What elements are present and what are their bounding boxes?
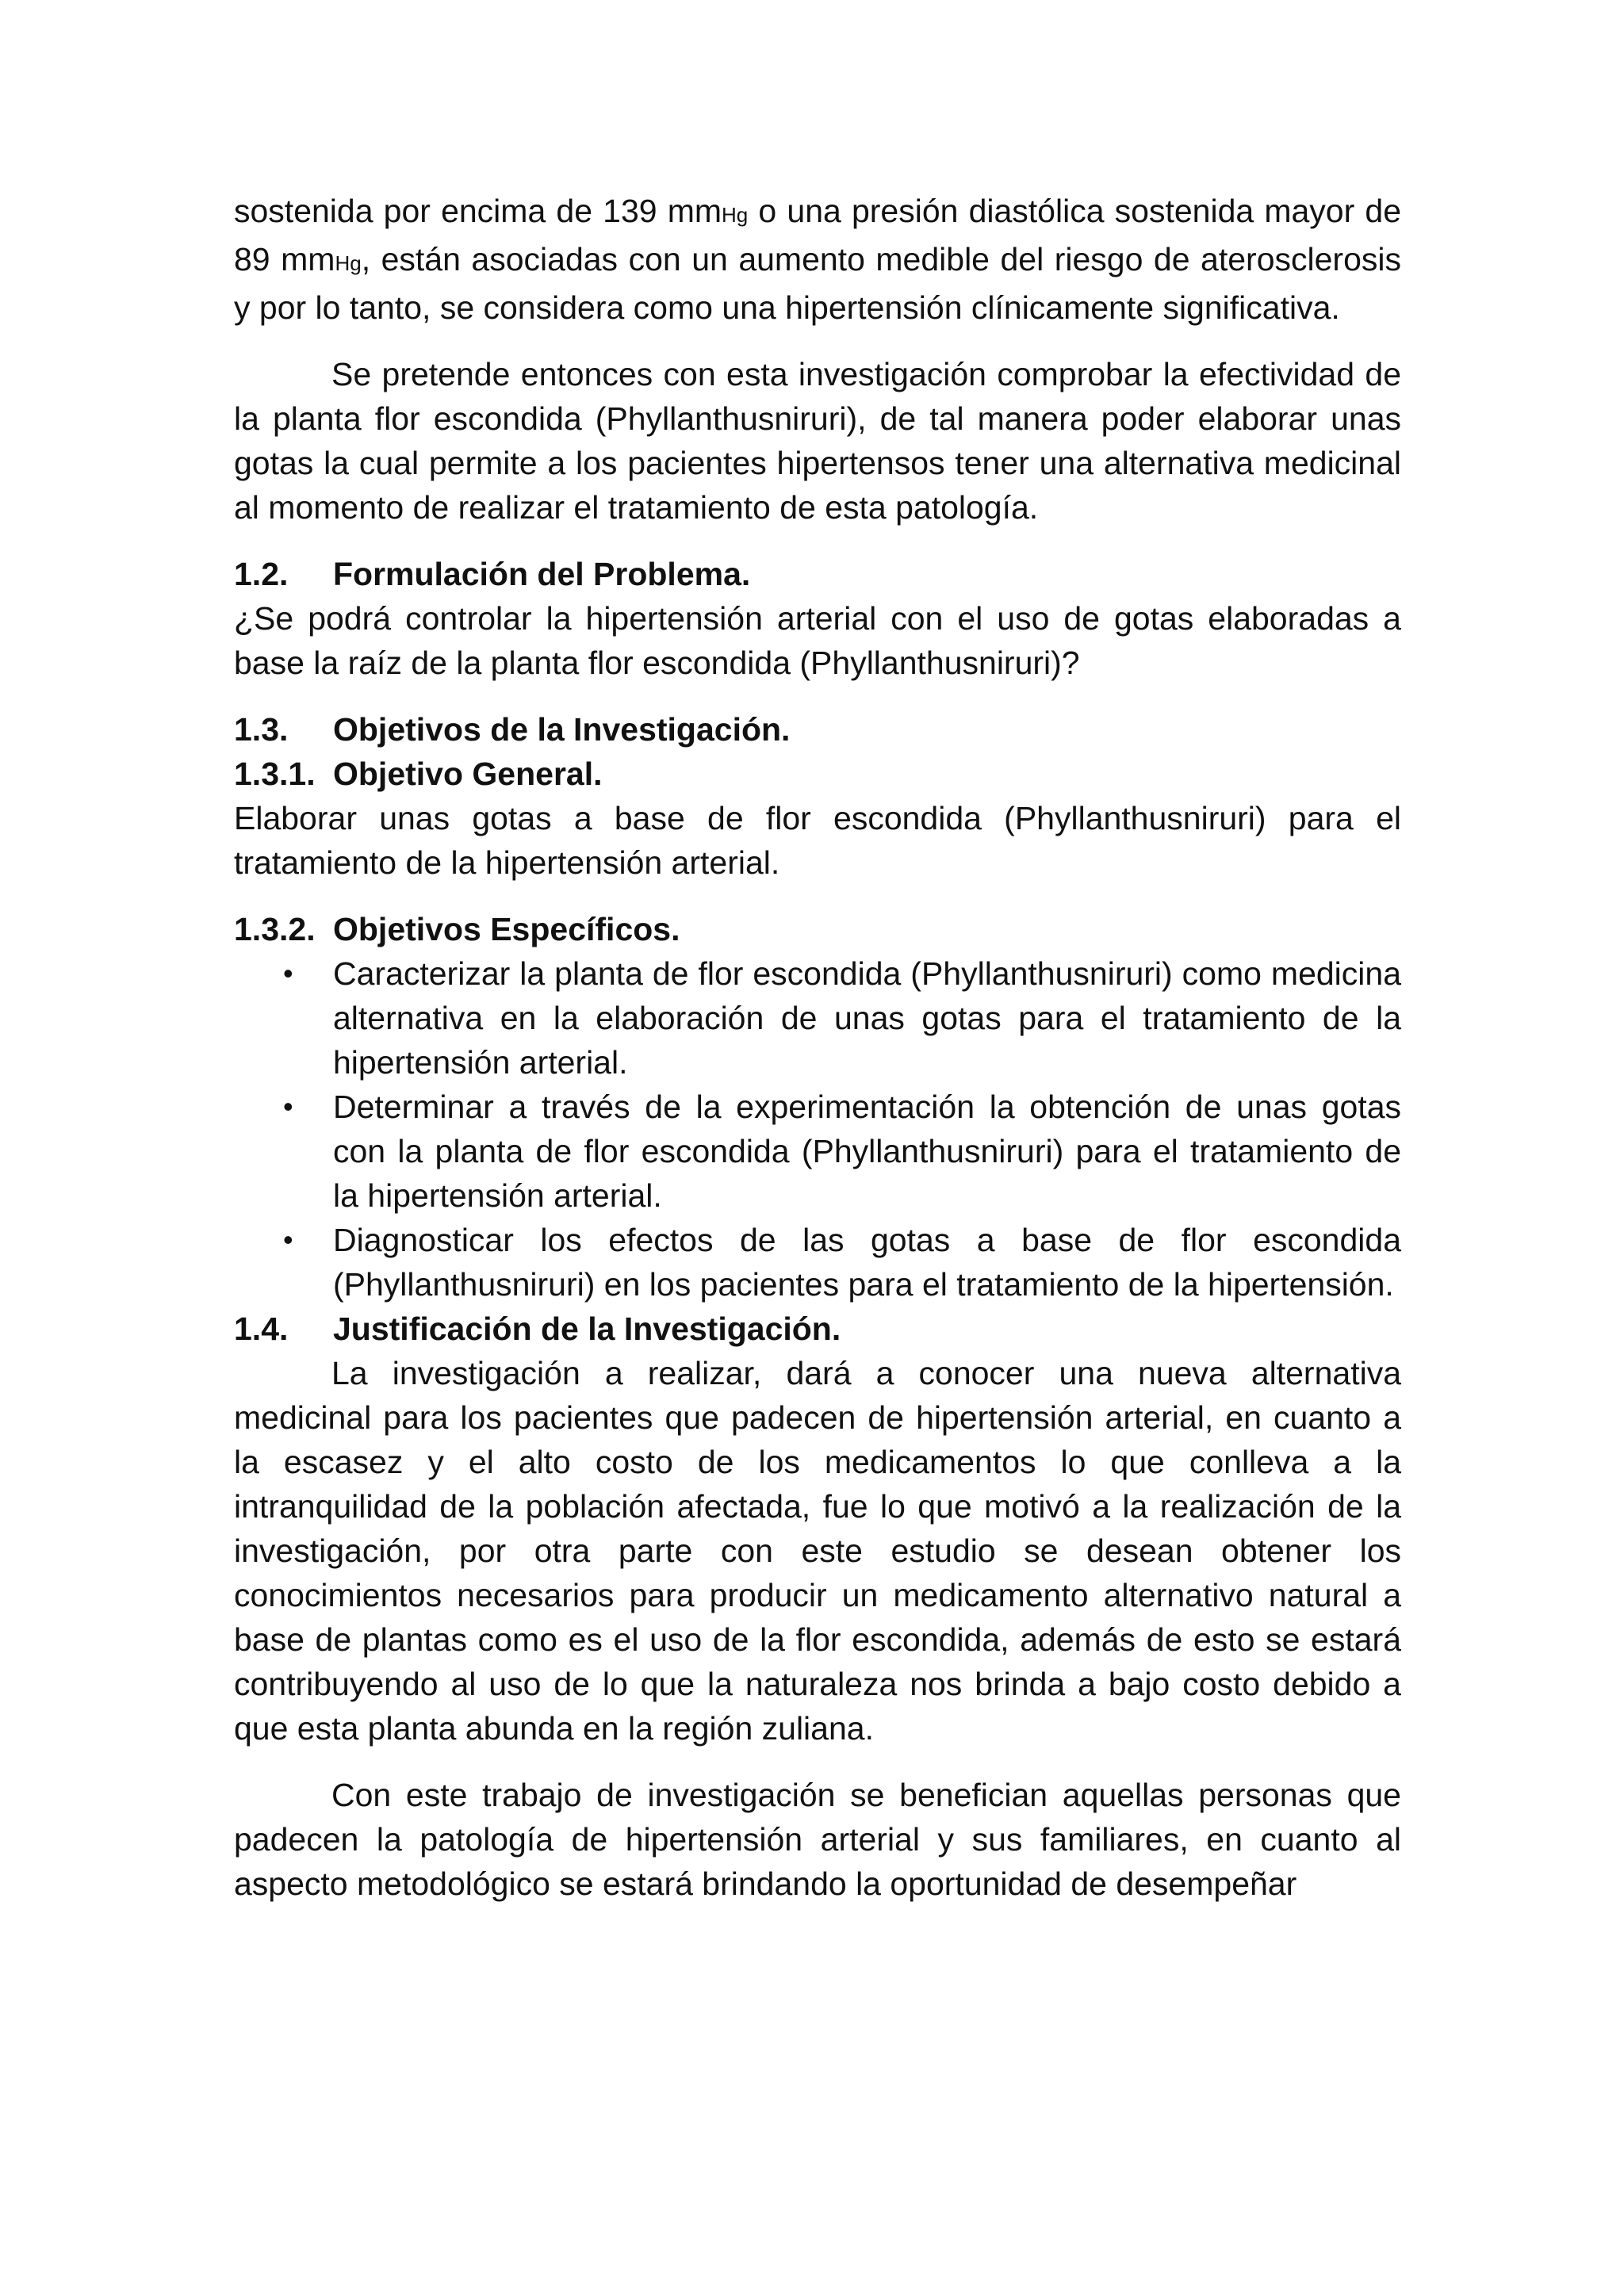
section-title: Objetivos de la Investigación. bbox=[333, 711, 791, 748]
para1-part-a: sostenida por encima de 139 mm bbox=[234, 193, 722, 229]
bullet-icon: • bbox=[283, 1223, 293, 1256]
list-item-text: Determinar a través de la experimentación la obtención de unas gotas con la planta de flor escondida (Phyllanthusniruri) para el tratamiento de la hipertensión arterial. bbox=[333, 1089, 1401, 1214]
specific-objectives-list bbox=[234, 951, 1401, 1307]
paragraph-purpose: Se pretende entonces con esta investigación comprobar la efectividad de la planta flor escondida (Phyllanthusniruri), de tal manera poder elaborar unas gotas la cual permite a los pacientes hipertensos tener una alternativa medicinal al momento de realizar el tratamiento de esta patología. bbox=[234, 356, 1401, 526]
list-item bbox=[234, 1085, 1401, 1218]
section-title: Justificación de la Investigación. bbox=[333, 1311, 841, 1347]
section-heading-1-3-1 bbox=[234, 752, 1401, 796]
para1-part-c: , están asociadas con un aumento medible del riesgo de aterosclerosis y por lo tanto, se considera como una hipertensión clínicamente significativa. bbox=[234, 241, 1401, 326]
section-number: 1.2. bbox=[234, 556, 289, 592]
section-title: Objetivo General. bbox=[333, 756, 603, 792]
paragraph-beneficiaries: Con este trabajo de investigación se benefician aquellas personas que padecen la patología de hipertensión arterial y sus familiares, en cuanto al aspecto metodológico se estará brindando la oportunidad de desempeñar bbox=[234, 1777, 1401, 1902]
paragraph-general-objective: Elaborar unas gotas a base de flor escondida (Phyllanthusniruri) para el tratamiento de la hipertensión arterial. bbox=[234, 800, 1401, 881]
unit-hg: Hg bbox=[335, 251, 362, 275]
bullet-icon: • bbox=[283, 957, 293, 989]
section-heading-1-3 bbox=[234, 707, 1401, 752]
unit-hg: Hg bbox=[722, 203, 749, 227]
paragraph-justification: La investigación a realizar, dará a conocer una nueva alternativa medicinal para los pacientes que padecen de hipertensión arterial, en cuanto a la escasez y el alto costo de los medicamentos lo que conlleva a la intranquilidad de la población afectada, fue lo que motivó a la realización de la investigación, por otra parte con este estudio se desean obtener los conocimientos necesarios para producir un medicamento alternativo natural a base de plantas como es el uso de la flor escondida, además de esto se estará contribuyendo al uso de lo que la naturaleza nos brinda a bajo costo debido a que esta planta abunda en la región zuliana. bbox=[234, 1355, 1401, 1747]
para1-part-b: o una presión diastólica sostenida mayor de 89 mm bbox=[234, 193, 1401, 277]
list-item-text: Caracterizar la planta de flor escondida (Phyllanthusniruri) como medicina alternativa en la elaboración de unas gotas para el tratamiento de la hipertensión arterial. bbox=[333, 955, 1401, 1081]
list-item bbox=[234, 1218, 1401, 1307]
section-number: 1.4. bbox=[234, 1311, 289, 1347]
section-heading-1-3-2 bbox=[234, 907, 1401, 951]
section-title: Objetivos Específicos. bbox=[333, 911, 680, 947]
section-number: 1.3.1. bbox=[234, 756, 316, 792]
list-item-text: Diagnosticar los efectos de las gotas a base de flor escondida (Phyllanthusniruri) en los pacientes para el tratamiento de la hipertensión. bbox=[333, 1222, 1401, 1303]
section-number: 1.3. bbox=[234, 711, 289, 748]
section-number: 1.3.2. bbox=[234, 911, 316, 947]
section-heading-1-2 bbox=[234, 552, 1401, 596]
paragraph-hypertension-definition bbox=[234, 189, 1401, 330]
list-item bbox=[234, 951, 1401, 1085]
document-page bbox=[234, 189, 1401, 1906]
section-heading-1-4 bbox=[234, 1307, 1401, 1351]
bullet-icon: • bbox=[283, 1090, 293, 1123]
paragraph-problem-question: ¿Se podrá controlar la hipertensión arterial con el uso de gotas elaboradas a base la raíz de la planta flor escondida (Phyllanthusniruri)? bbox=[234, 600, 1401, 681]
section-title: Formulación del Problema. bbox=[333, 556, 751, 592]
